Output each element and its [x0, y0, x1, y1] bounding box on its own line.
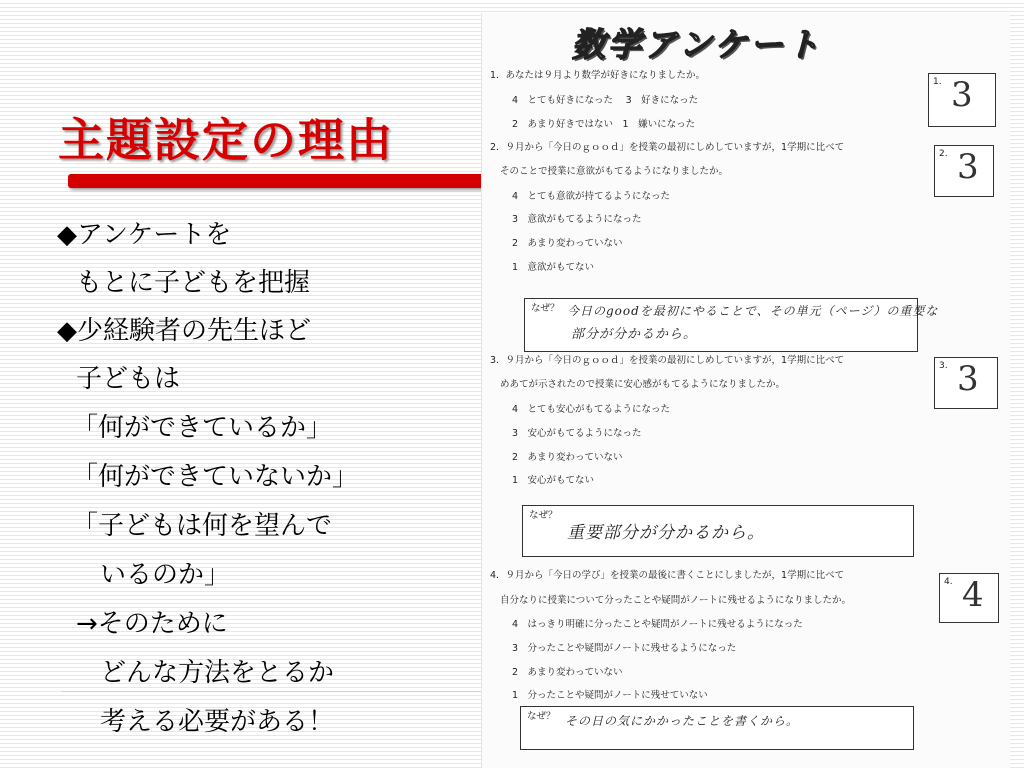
bullet-line: ◆少経験者の先生ほど	[57, 316, 311, 346]
bullet-line: どんな方法をとるか	[100, 658, 335, 688]
survey-title: 数学アンケート	[572, 25, 823, 64]
reason-box	[524, 298, 939, 352]
bullet-line: 「何ができていないか」	[72, 462, 359, 492]
handwritten-reason: 部分が分かるから。	[571, 327, 698, 342]
option-text: 3 分ったことや疑問がノートに残せるようになった	[512, 643, 737, 654]
survey-document	[482, 13, 1010, 768]
bullet-line: いるのか」	[100, 560, 231, 590]
answer-box-label: 4.	[944, 577, 953, 587]
option-text: 3 安心がもてるようになった	[512, 428, 642, 439]
answer-box-label: 2.	[939, 149, 948, 159]
question-text: 3．９月から「今日のｇｏｏｄ」を授業の最初にしめしていますが，1学期に比べて	[490, 355, 845, 366]
answer-box-label: 3.	[939, 361, 948, 371]
handwritten-reason: 今日のgoodを最初にやることで、その単元（ページ）の重要な	[567, 304, 939, 318]
bullet-line: もとに子どもを把握	[76, 268, 311, 298]
option-text: 2 あまり変わっていない	[512, 452, 623, 463]
bullet-line: 「子どもは何を望んで	[72, 511, 333, 541]
option-text: 3 意欲がもてるようになった	[512, 214, 642, 225]
option-text: 2 あまり変わっていない	[512, 238, 623, 249]
answer-box	[934, 145, 994, 197]
answer-value: 3	[957, 147, 979, 187]
bullet-line: ◆アンケートを	[57, 220, 232, 250]
option-text: 1 安心がもてない	[512, 475, 595, 486]
divider	[62, 691, 482, 692]
option-text: 2 あまり好きではない 1 嫌いになった	[512, 119, 696, 130]
reason-label: なぜ？	[529, 510, 558, 521]
handwritten-reason: 重要部分が分かるから。	[567, 523, 765, 543]
question-text: 2．９月から「今日のｇｏｏｄ」を授業の最初にしめしていますが，1学期に比べて	[490, 142, 845, 153]
answer-box	[939, 573, 999, 623]
answer-box	[928, 73, 996, 127]
answer-value: 3	[957, 359, 979, 399]
option-text: 1 分ったことや疑問がノートに残せていない	[512, 690, 708, 701]
reason-label: なぜ？	[531, 303, 560, 314]
option-text: 2 あまり変わっていない	[512, 667, 623, 678]
question-text: めあてが示されたので授業に安心感がもてるようになりましたか。	[500, 379, 786, 390]
bullet-line: 「何ができているか」	[72, 413, 333, 443]
answer-value: 4	[962, 575, 984, 615]
bullet-line: 子どもは	[76, 364, 181, 394]
question-text: そのことで授業に意欲がもてるようになりましたか。	[500, 166, 729, 177]
option-text: 1 意欲がもてない	[512, 262, 595, 273]
bullet-line: →そのために	[76, 609, 228, 639]
title-underline	[68, 174, 488, 188]
answer-box-label: 1.	[933, 77, 942, 87]
question-text: 1．あなたは９月より数学が好きになりましたか。	[490, 70, 706, 81]
answer-box	[934, 357, 998, 409]
answer-value: 3	[951, 75, 973, 115]
bullet-line: 考える必要がある！	[100, 707, 335, 737]
option-text: 4 とても安心がもてるようになった	[512, 404, 671, 415]
option-text: 4 とても意欲が持てるようになった	[512, 191, 671, 202]
option-text: 4 とても好きになった 3 好きになった	[512, 95, 699, 106]
reason-box	[520, 706, 914, 750]
reason-label: なぜ？	[527, 711, 556, 722]
question-text: 4．９月から「今日の学び」を授業の最後に書くことにしましたが，1学期に比べて	[490, 570, 845, 581]
option-text: 4 はっきり明確に分ったことや疑問がノートに残せるようになった	[512, 619, 803, 630]
handwritten-reason: その日の気にかかったことを書くから。	[565, 714, 800, 728]
slide-title: 主題設定の理由	[58, 113, 394, 167]
reason-box	[522, 505, 914, 557]
question-text: 自分なりに授業について分ったことや疑問がノートに残せるようになりましたか。	[500, 595, 852, 606]
